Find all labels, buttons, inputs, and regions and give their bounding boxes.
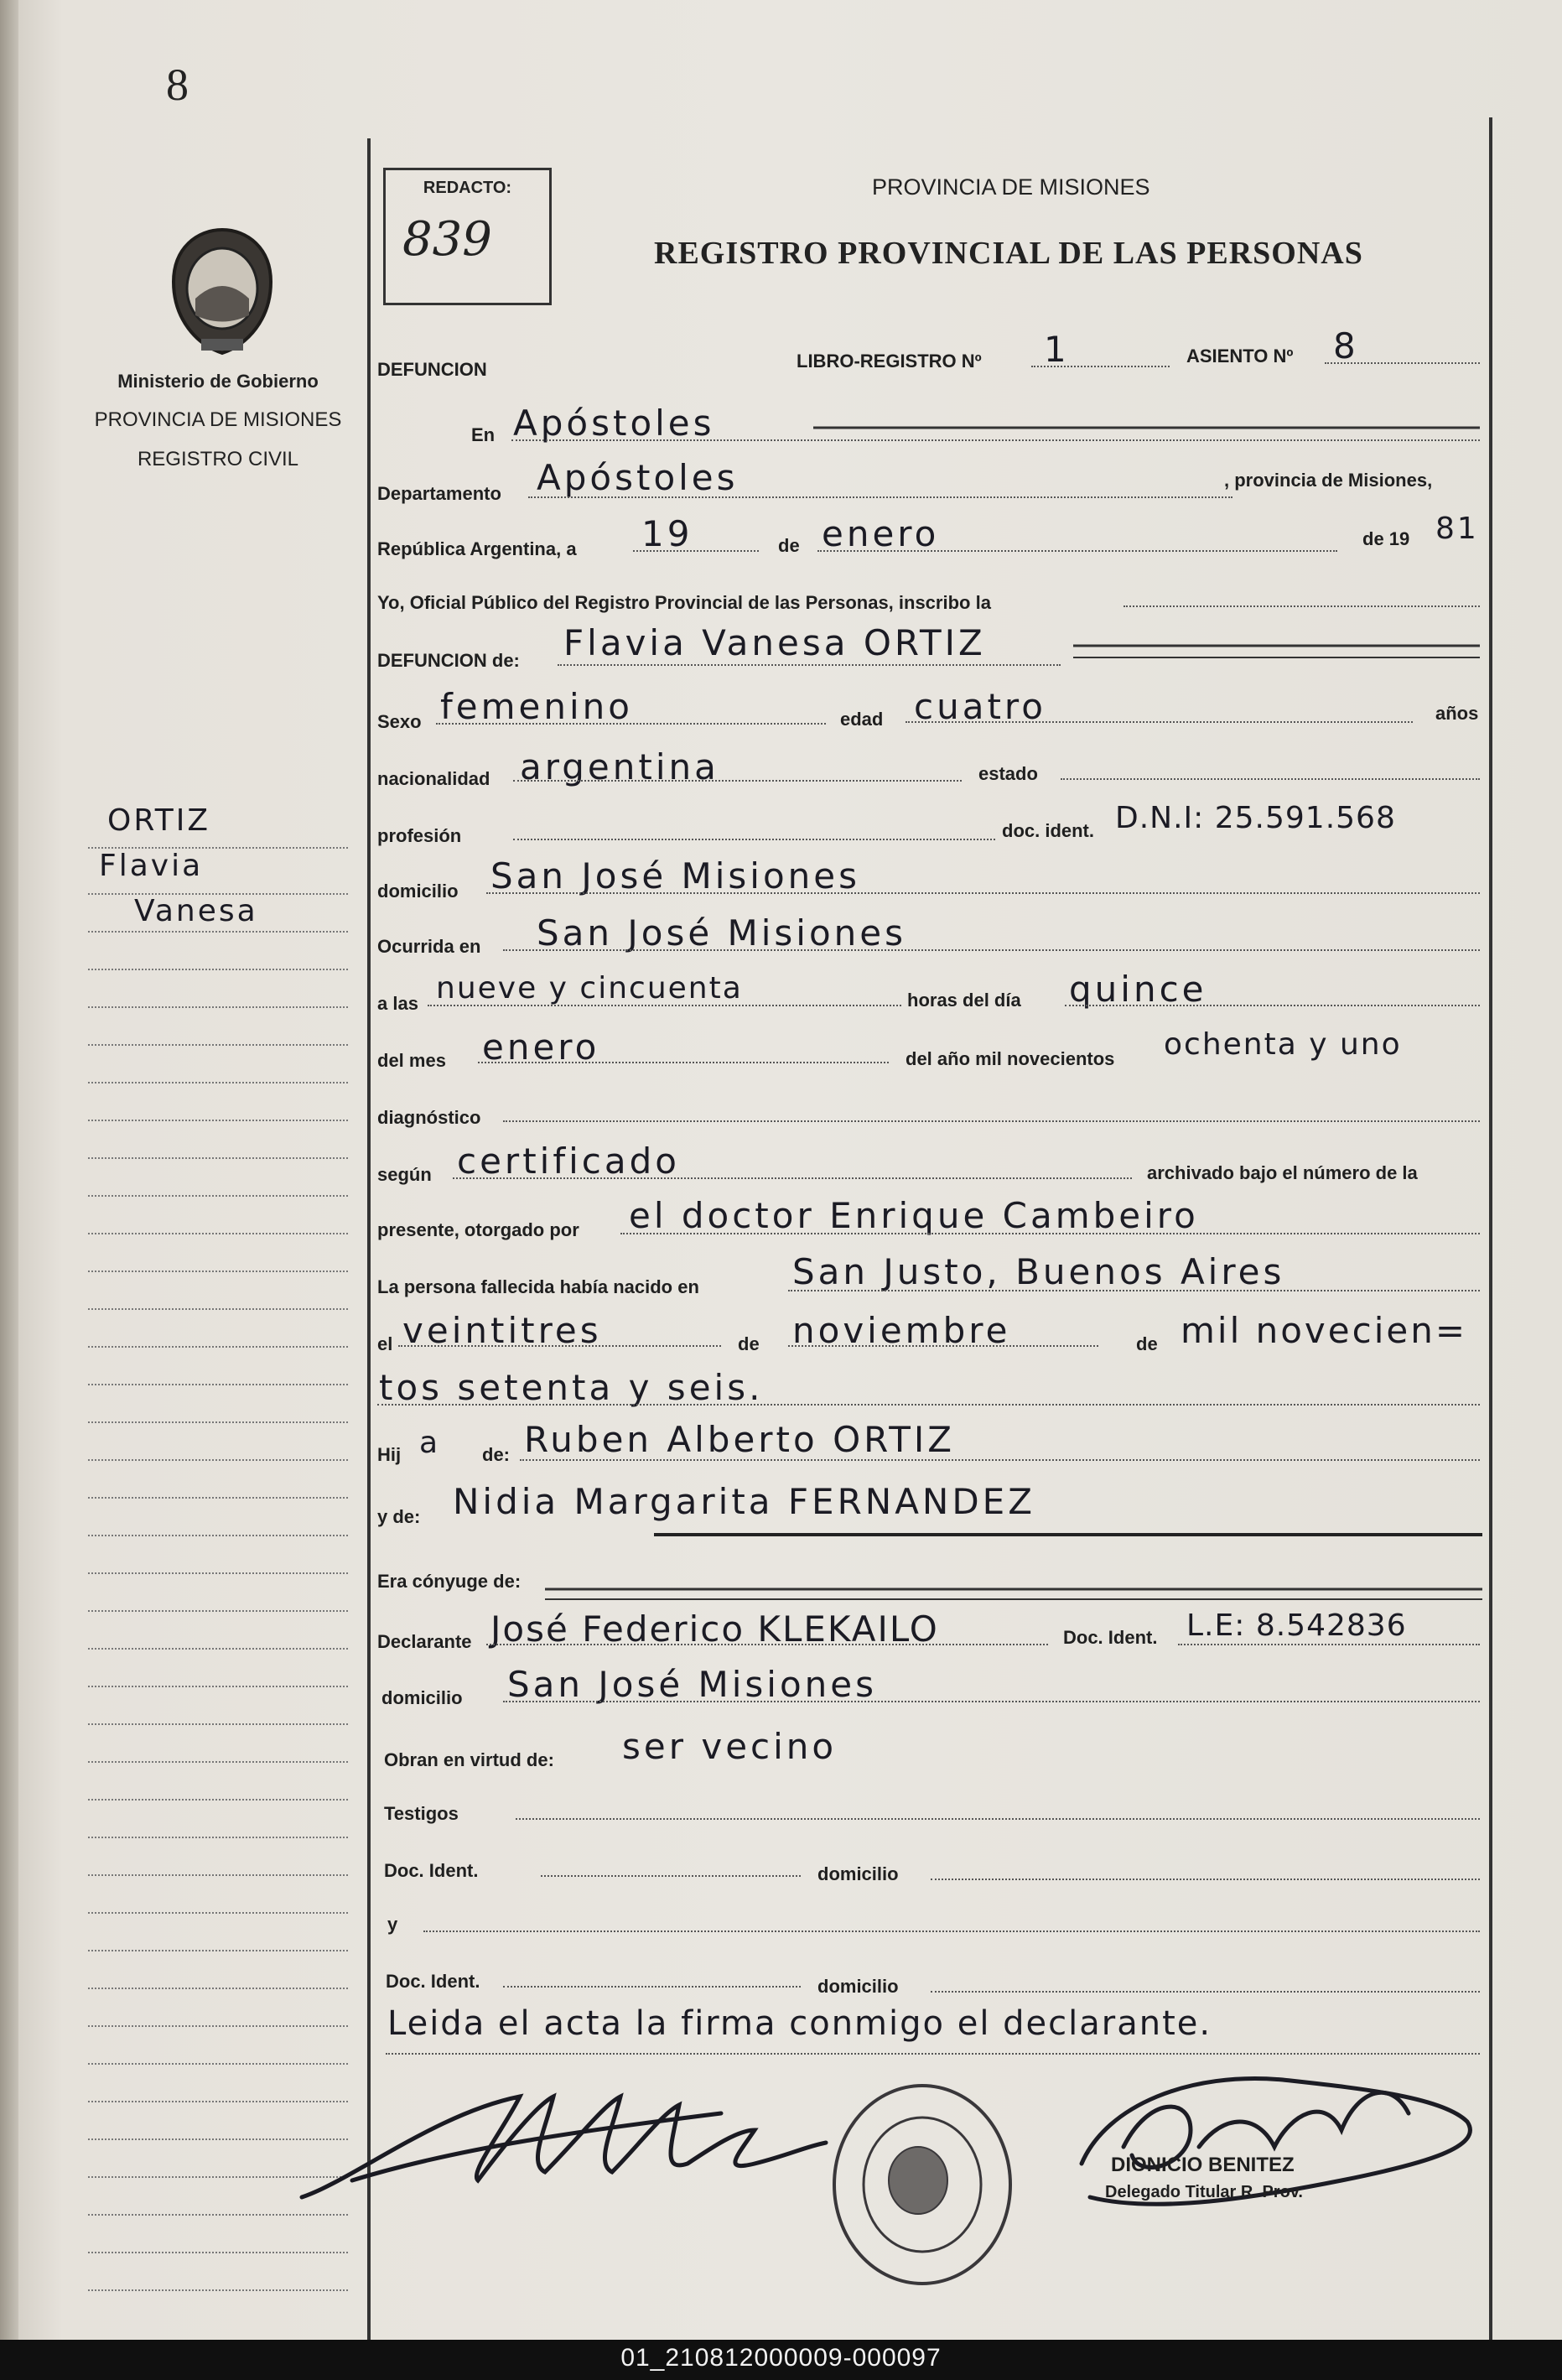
obran-value: ser vecino [622,1726,838,1767]
asiento-label: ASIENTO Nº [1186,346,1294,366]
nacionalidad-value: argentina [520,746,719,787]
province-heading: PROVINCIA DE MISIONES [872,174,1150,200]
del-anio-label: del año mil novecientos [906,1048,1115,1069]
testigos-label: Testigos [384,1803,459,1824]
otorgado-por-value: el doctor Enrique Cambeiro [629,1195,1199,1236]
presente-label: presente, otorgado por [377,1219,579,1240]
de-year-label: de 19 [1362,528,1410,549]
conyuge-label: Era cónyuge de: [377,1571,522,1592]
defuncion-label: DEFUNCION [377,359,487,380]
mes-value: enero [822,513,940,554]
ministry-label: Ministerio de Gobierno [117,371,319,392]
hora-value: nueve y cincuenta [436,971,743,1006]
obran-label: Obran en virtud de: [384,1749,554,1770]
lugar-value: Apóstoles [513,403,715,444]
departamento-value: Apóstoles [537,457,739,498]
dia-letras-value: quince [1069,969,1207,1010]
doc-ident4-label: Doc. Ident. [386,1971,480,1992]
domicilio-label: domicilio [377,881,459,902]
domicilio4-label: domicilio [817,1976,899,1997]
en-label: En [471,424,496,445]
sexo-label: Sexo [377,711,422,732]
declarante-domicilio-value: San José Misiones [507,1664,878,1705]
de3-label: de [1136,1333,1158,1354]
de-padre-label: de: [482,1444,510,1465]
de2-label: de [738,1333,760,1354]
declarante-value: José Federico KLEKAILO [490,1608,939,1650]
a-las-label: a las [377,993,418,1014]
province-label: PROVINCIA DE MISIONES [94,408,342,431]
declarante-doc-value: L.E: 8.542836 [1186,1608,1407,1643]
official-name-stamp: DIONICIO BENITEZ [1111,2154,1295,2176]
official-seal [834,2086,1010,2284]
de1-label: de [778,535,800,556]
declarante-label: Declarante [377,1631,472,1652]
diagnostico-label: diagnóstico [377,1107,481,1128]
yo-oficial-text: Yo, Oficial Público del Registro Provincial de las Personas, inscribo la [377,592,991,613]
nac-mes-value: noviembre [792,1310,1011,1351]
dia-value: 19 [641,513,693,554]
nac-anio-1-value: mil novecien= [1181,1310,1468,1351]
segun-label: según [377,1164,432,1185]
profesion-label: profesión [377,825,462,846]
anio-value: 81 [1435,512,1479,546]
madre-value: Nidia Margarita FERNANDEZ [453,1481,1035,1522]
edad-label: edad [840,709,884,730]
y-de-label: y de: [377,1506,421,1527]
anios-label: años [1435,703,1479,724]
libro-value: 1 [1044,329,1070,370]
anio-fallec-value: ochenta y uno [1164,1027,1402,1062]
domicilio3-label: domicilio [817,1863,899,1884]
doc-ident-label: doc. ident. [1002,820,1094,841]
registry-heading: REGISTRO PROVINCIAL DE LAS PERSONAS [654,236,1363,271]
margin-first-name: Flavia [99,849,204,883]
hij-label: Hij [377,1444,402,1465]
margin-middle-name: Vanesa [134,894,258,928]
del-mes-label: del mes [377,1050,446,1071]
y-label: y [387,1914,398,1935]
page-number: 8 [166,60,189,110]
edad-value: cuatro [914,686,1046,727]
asiento-value: 8 [1333,325,1359,366]
nac-anio-2-value: tos setenta y seis. [379,1367,764,1408]
sexo-value: femenino [440,686,633,727]
registry-label: REGISTRO CIVIL [137,448,299,470]
nacido-label: La persona fallecida había nacido en [377,1276,699,1297]
margin-surname: ORTIZ [107,803,210,838]
el-label: el [377,1333,393,1354]
image-code-label: 01_210812000009-000097 [620,2344,942,2372]
horas-label: horas del día [907,990,1021,1011]
domicilio2-label: domicilio [381,1687,463,1708]
redacto-value: 839 [402,212,492,267]
hij-suffix-value: a [419,1426,441,1460]
archivado-label: archivado bajo el número de la [1147,1162,1418,1183]
closing-sentence: Leida el acta la firma conmigo el declarante. [387,2004,1212,2043]
declarant-signature [302,2097,826,2197]
provincia-label: , provincia de Misiones, [1224,470,1433,491]
doc-ident3-label: Doc. Ident. [384,1860,479,1881]
nombre-value: Flavia Vanesa ORTIZ [563,622,986,663]
segun-value: certificado [457,1141,680,1182]
libro-label: LIBRO-REGISTRO Nº [797,351,982,372]
documento-value: D.N.I: 25.591.568 [1115,801,1396,835]
mes-fallec-value: enero [482,1026,600,1068]
ocurrida-value: San José Misiones [537,912,907,954]
doc-ident2-label: Doc. Ident. [1063,1627,1158,1648]
defuncion-de-label: DEFUNCION de: [377,650,520,671]
redacto-label: REDACTO: [423,179,512,197]
padre-value: Ruben Alberto ORTIZ [524,1419,956,1460]
nacionalidad-label: nacionalidad [377,768,490,789]
republica-label: República Argentina, a [377,538,577,559]
departamento-label: Departamento [377,483,501,504]
estado-label: estado [978,763,1038,784]
domicilio-value: San José Misiones [490,855,861,896]
nac-dia-value: veintitres [402,1310,602,1351]
nacido-en-value: San Justo, Buenos Aires [792,1251,1285,1292]
ocurrida-label: Ocurrida en [377,936,481,957]
official-title-stamp: Delegado Titular R. Prov. [1105,2183,1303,2201]
